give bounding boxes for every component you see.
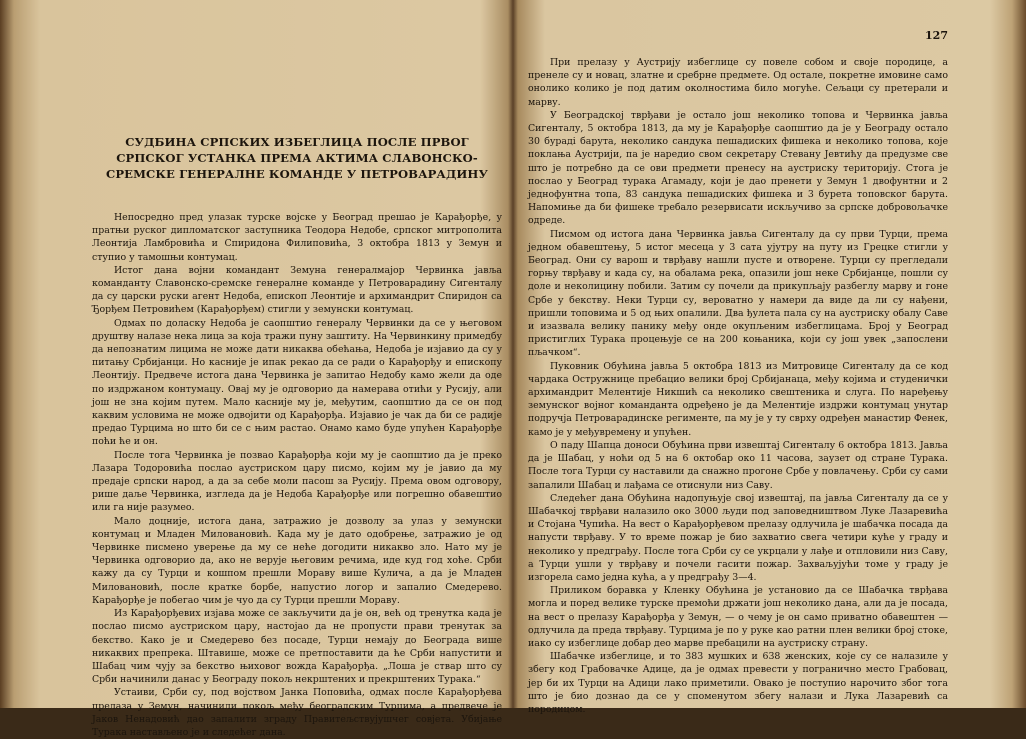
- left-paragraph: После тога Червинка је позвао Карађорђа који му је саопштио да је преко Лазара Тодоровића послао аустриском цару писмо, којим му је јавио да му предаје српски народ, а да за себе моли пасош за Русију. Према овом одговору, рише даље Червинка, изгледа да је Недоба Карађорђе или погрешно обавештио или га није разумео.: [92, 449, 502, 514]
- right-page: [528, 0, 948, 715]
- right-paragraph: Писмом од истога дана Червинка јавља Сигенталу да су први Турци, према једном обавештењу, 5 истог месеца у 3 сата ујутру на путу из Грецке стигли у Београд. Они су варош и тврђаву нашли пусте и отворене. Турци су прегледали горњу тврђаву и када су, на обалама река, опазили још неке Србијанце, пошли су доле и неколицину побили. Затим су почели да прикупљају разбеглу марву и гоне Србе у бекству. Неки Турци су, вероватно у намери да виде да ли су нађени, пришли топовима и 5 од њих опалили. Два ђулета пала су на аустриску обалу Саве и изазвала велику панику међу онде окупљеним избеглицама. Број у Београд пристиглих Турака процењује се на 200 коњаника, који су још увек „запослени пљачком“.: [528, 228, 948, 359]
- left-paragraph: Одмах по доласку Недоба је саопштио генералу Червинки да се у његовом друштву налазе нека лица за која тражи пуну заштиту. На Червинкину примедбу да непознатим лицима не може дати никаква обећања, Недоба је изјавио да су у питању Србијанци. Но касније је ипак рекао да се ради о Карађорђу и епископу Леонтију. Предвече истога дана Червинка је запитао Недобу камо жели да оде по издржаном контумацу. Овај му је одговорио да намерава отићи у Русију, али још не зна којим путем. Мало касније му је, међутим, саопштио да се он под каквим условима не може одвојити од Карађорђа. Изјавио је чак да би се радије предао Турцима но што би се с њим растао. Онамо камо буде упућен Карађорђе поћи ће и он.: [92, 317, 502, 448]
- left-paragraph: Устаиви, Срби су, под војством Јанка Поповића, одмах после Карађорђева прелаза у Земун, начинили покољ међу београдским Турцима, а предвече је Јаков Ненадовић дао запалити зграду Правитељствујушчег совјета. Убијање Турака настављено је и следећег дана.: [92, 687, 502, 738]
- left-page: [92, 0, 502, 738]
- right-paragraph: О паду Шапца доноси Обућина први извештај Сигенталу 6 октобра 1813. Јавља да је Шабац, у ноћи од 5 на 6 октобар око 11 часова, заузет од стране Турака. После тога Турци су наставили да снажно прогоне Србе у повлачењу. Срби су сами запалили Шабац и лађама се отиснули низ Саву.: [528, 439, 948, 491]
- right-page-text: [528, 56, 948, 716]
- page-number: 127: [925, 29, 948, 42]
- left-paragraph: Мало доцније, истога дана, затражио је дозволу за улаз у земунски контумац и Младен Миловановић. Када му је дато одобрење, затражио је од Червинке писмено уверење да му се неће догодити никакво зло. Нато му је Червинка одговорио да, ако не верује његовим речима, иде куд год хоће. Срби кажу да су Турци и кошпом прешли Мораву више Кулича, а да је Младен Миловановић, после кратке борбе, напустио логор и запалио Смедерево. Карађорђе је побегао чим је чуо да су Турци прешли Мораву.: [92, 515, 502, 606]
- right-paragraph: При прелазу у Аустрију избеглице су повеле собом и своје породице, а пренеле су и новац, златне и сребрне предмете. Од осталe, покретне имовине само онолико колико је под датим околностима било могуће. Сељаци су претерали и марву.: [528, 57, 948, 108]
- chapter-title: СУДБИНА СРПСКИХ ИЗБЕГЛИЦА ПОСЛЕ ПРВОГ СРПСКОГ УСТАНКА ПРЕМА АКТИМА СЛАВОНСКО-СРЕМСКЕ ГЕНЕРАЛНЕ КОМАНДЕ У ПЕТРОВАРАДИНУ: [106, 135, 488, 181]
- left-paragraph: Непосредно пред улазак турске војске у Београд прешао је Карађорђе, у пратњи руског дипломатског заступника Теодора Недобе, српског митрополита Леонтија Ламбровића и Спиридона Филиповића, 3 октобра 1813 у Земун и ступио у тамошњи контумац.: [92, 212, 502, 263]
- left-paragraph: Из Карађорђевих изјава може се закључити да је он, већ од тренутка када је послао писмо аустриском цару, настојао да не пропусти прави тренутак за бекство. Како је и Смедерево без посаде, Турци немају до Београда више никаквих препрека. Штавише, може се претпоставити да ће Срби напустити и Шабац чим чују за бекство њиховог вожда Карађорђа. „Лоша је ствар што су Срби начинили данас у Београду покољ некрштених и прекрштених Турака.“: [92, 608, 502, 686]
- right-paragraph: Шабачке избеглице, и то 383 мушких и 638 женских, које су се налазиле у збегу код Грабовачке Адице, да је одмах превести у погранично место Грабовац, јер би их Турци на Адици лако приметили. Овако је поступио нарочито због тога што је био дознао да се у споменутом збегу налази и Лука Лазаревић са породицом.: [528, 651, 948, 715]
- left-page-text: [92, 211, 502, 739]
- right-paragraph: Следећег дана Обућина надопуњује свој извештај, па јавља Сигенталу да се у Шабачкој тврђави налазило око 3000 људи под заповедништвом Луке Лазаревића и Стојана Чупића. На вест о Карађорђевом прелазу одлучила је шабачка посада да напусти тврђаву. У то време пожар је био захватио свега четири куће у граду и неколико у предграђу. После тога Срби су се укрцали у лађе и отпловили низ Саву, а Турци ушли у тврђаву и почели гасити пожар. Захваљујући томе у граду је изгорела само једна кућа, а у предграђу 3—4.: [528, 492, 948, 583]
- right-paragraph: Приликом боравка у Кленку Обућина је установио да се Шабачка тврђава могла и поред велике турске премоћи држати још неколико дана, али да је посада, на вест о прелазу Карађорђа у Земун, — о чему је он само приватно обавештен — одлучила да преда тврђаву. Турцима је по у руке као ратни плен велики број стоке, иако су избеглице добар део марве пребацили на аустриску страну.: [528, 585, 948, 649]
- right-paragraph: Пуковник Обућина јавља 5 октобра 1813 из Митровице Сигенталу да се код чардака Остружнице пребацио велики број Србијанаца, међу којима и студенички архимандрит Мелентије Никшић са неколико свештеника и слуга. По наређењу земунског војног команданта одређено је да Мелентије издржи контумац унутар подручја Петроварадинске регименте, па му је у ту сврху одређен манастир Фенек, камо је у међувремену и упућен.: [528, 360, 948, 438]
- left-paragraph: Истог дана војни командант Земуна генералмајор Червинка јавља команданту Славонско-сремске генералне команде у Петроварадину Сигенталу да су царски руски агент Недоба, епископ Леонтије и архимандрит Спиридон са Ђорђем Петровићем (Карађорђем) стигли у земунски контумац.: [92, 264, 502, 316]
- right-paragraph: У Београдској тврђави је остало још неколико топова и Червинка јавља Сигенталу, 5 октобра 1813, да му је Карађорђе саопштио да је у Београду остало 30 бурадi барута, неколико сандука пешадиских фишека и неколико топова, које поклања Аустрији, па је наредио свом секретару Стевану Јевтићу да предузме све што је потребно да се ови предмети пренесу на аустриску територију. Стога је послао у Београд турака Агамаду, који је дао пренети у Земун 1 двофунтни и 2 једнофунтна топа, 83 сандука пешадиских фишека и 3 бурета топовског барута. Напомиње да би фишеке требало резервисати искључиво за српске добровољачке одреде.: [528, 109, 948, 227]
